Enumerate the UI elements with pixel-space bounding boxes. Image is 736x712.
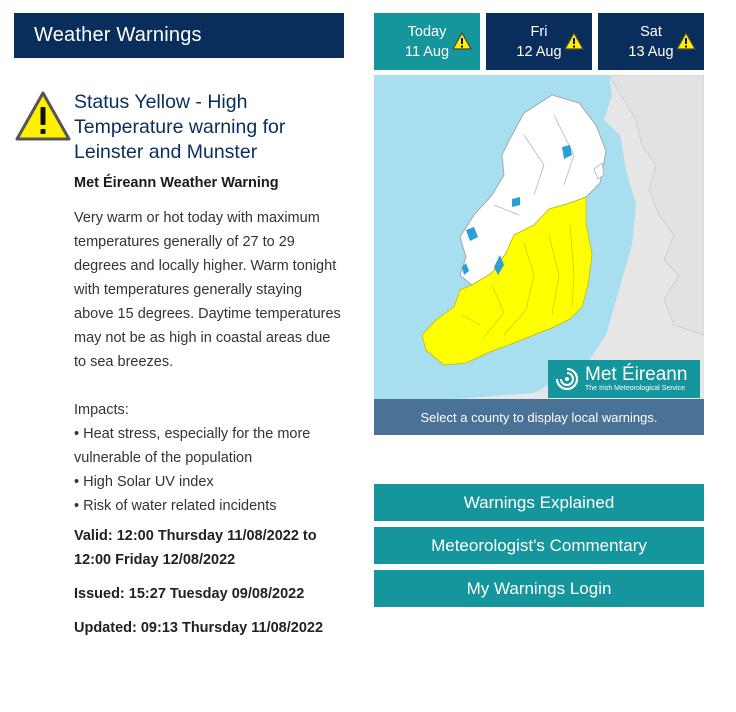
tab-today[interactable] bbox=[374, 13, 480, 70]
logo-sub-text: The Irish Meteorological Service bbox=[585, 385, 685, 392]
updated-time: Updated: 09:13 Thursday 11/08/2022 bbox=[74, 620, 324, 636]
warning-triangle-icon bbox=[676, 32, 696, 50]
warning-heading bbox=[14, 90, 344, 170]
warnings-explained-button[interactable]: Warnings Explained bbox=[374, 484, 704, 521]
warning-title: Status Yellow - High Temperature warning for Leinster and Munster bbox=[74, 91, 286, 163]
warning-subtitle: Met Éireann Weather Warning bbox=[74, 175, 279, 191]
map-panel bbox=[374, 13, 704, 607]
warning-triangle-icon bbox=[564, 32, 584, 50]
warning-panel bbox=[14, 13, 344, 640]
impact-item: • Heat stress, especially for the more vulnerable of the population bbox=[74, 426, 311, 466]
day-name: Sat bbox=[640, 24, 662, 40]
logo-main-text: Met Éireann bbox=[585, 364, 688, 385]
impact-item: • Risk of water related incidents bbox=[74, 498, 277, 514]
tab-fri[interactable] bbox=[486, 13, 592, 70]
warning-description: Very warm or hot today with maximum temperatures generally of 27 to 29 degrees and locally higher. Warm tonight with temperatures generally staying above 15 degrees. Daytime temperatures may not be as high in coastal areas due to sea breezes. bbox=[74, 210, 341, 370]
meteorologists-commentary-button[interactable]: Meteorologist's Commentary bbox=[374, 527, 704, 564]
day-tabs bbox=[374, 13, 704, 70]
met-eireann-logo-icon bbox=[554, 366, 580, 392]
valid-period: Valid: 12:00 Thursday 11/08/2022 to 12:00 Friday 12/08/2022 bbox=[74, 528, 317, 568]
day-date: 12 Aug bbox=[516, 44, 562, 60]
day-date: 11 Aug bbox=[404, 44, 450, 60]
warning-triangle-icon bbox=[452, 32, 472, 50]
warning-triangle-icon bbox=[14, 90, 72, 142]
impact-item: • High Solar UV index bbox=[74, 474, 214, 490]
warnings-map[interactable] bbox=[374, 75, 704, 435]
day-name: Fri bbox=[530, 24, 548, 40]
page-title: Weather Warnings bbox=[34, 24, 202, 46]
map-caption: Select a county to display local warnings. bbox=[374, 399, 704, 435]
tab-sat[interactable] bbox=[598, 13, 704, 70]
my-warnings-login-button[interactable]: My Warnings Login bbox=[374, 570, 704, 607]
panel-header bbox=[14, 13, 344, 58]
impacts-label: Impacts: bbox=[74, 402, 129, 418]
impacts-section bbox=[14, 398, 344, 518]
day-name: Today bbox=[407, 24, 447, 40]
issued-time: Issued: 15:27 Tuesday 09/08/2022 bbox=[74, 586, 305, 602]
day-date: 13 Aug bbox=[628, 44, 674, 60]
met-eireann-logo bbox=[548, 360, 700, 398]
